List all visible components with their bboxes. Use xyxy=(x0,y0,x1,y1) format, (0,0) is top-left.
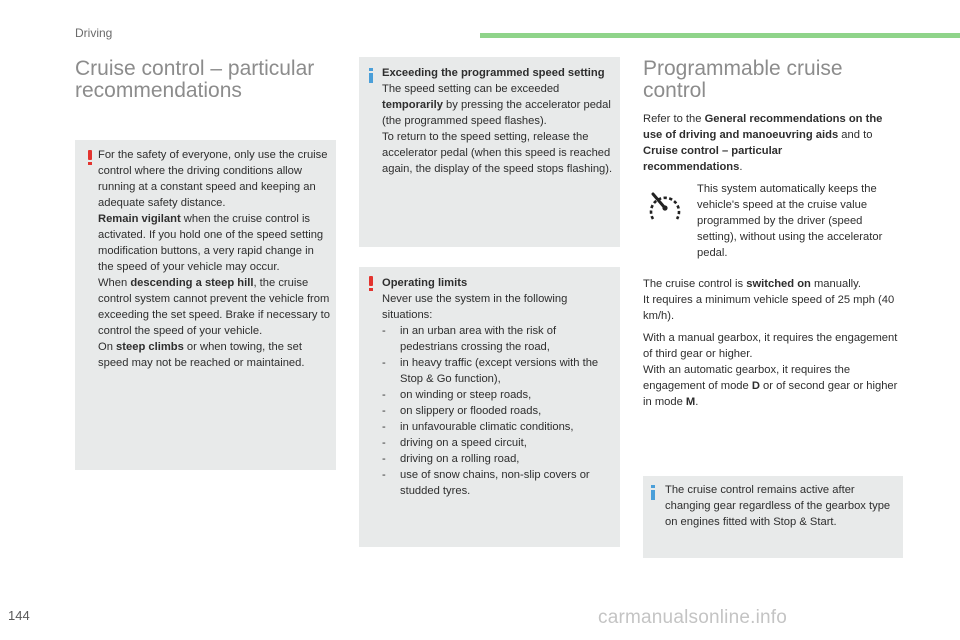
list-item: - use of snow chains, non-slip covers or studded tyres. xyxy=(382,467,614,499)
header-accent-bar xyxy=(480,33,960,38)
list-item: - on winding or steep roads, xyxy=(382,387,614,403)
limits-title: Operating limits xyxy=(382,277,468,289)
safety-warning-text xyxy=(98,147,332,371)
gearbox-paragraph: With a manual gearbox, it requires the engagement of third gear or higher. With an automatic gearbox, it requires the engagement of mode D or of second gear or higher in mode M. xyxy=(643,332,898,408)
cruise-recommendations-title xyxy=(75,58,314,102)
list-item: - in unfavourable climatic conditions, xyxy=(382,419,614,435)
section-header-label: Driving xyxy=(75,26,113,40)
programmable-cruise-title xyxy=(643,58,843,102)
warning-exclamation-icon xyxy=(88,150,92,165)
title-line-1: Programmable cruise xyxy=(643,57,843,80)
info-title: Exceeding the programmed speed setting xyxy=(382,67,605,79)
switch-on-paragraph: The cruise control is switched on manually. It requires a minimum vehicle speed of 25 mph (40 km/h). xyxy=(643,278,895,322)
title-line-1: Cruise control – particular xyxy=(75,57,315,80)
title-line-2: control xyxy=(643,79,707,102)
operating-limits-text xyxy=(382,275,614,499)
list-item: - in heavy traffic (except versions with the Stop & Go function), xyxy=(382,355,614,387)
warning-exclamation-icon xyxy=(369,276,373,291)
info-paragraph: The speed setting can be exceeded temporarily by pressing the accelerator pedal (the programmed speed flashes). xyxy=(382,83,611,127)
limits-intro: Never use the system in the following situations: xyxy=(382,293,568,321)
list-item: - driving on a rolling road, xyxy=(382,451,614,467)
refer-paragraph: Refer to the General recommendations on the use of driving and manoeuvring aids and to Cruise control – particular recommendations. xyxy=(643,113,883,173)
stop-start-info-text: The cruise control remains active after changing gear regardless of the gearbox type on engines fitted with Stop & Start. xyxy=(665,484,891,528)
watermark: carmanualsonline.info xyxy=(598,607,788,628)
list-item: - on slippery or flooded roads, xyxy=(382,403,614,419)
speed-exceeding-text xyxy=(382,65,614,177)
title-line-2: recommendations xyxy=(75,79,242,102)
list-item: - in an urban area with the risk of pedestrians crossing the road, xyxy=(382,323,614,355)
info-paragraph: To return to the speed setting, release the accelerator pedal (when this speed is reached again, the display of the speed stops flashing). xyxy=(382,131,613,175)
info-icon xyxy=(651,485,655,500)
info-icon xyxy=(369,68,373,83)
warning-paragraph: When descending a steep hill, the cruise control system cannot prevent the vehicle from exceeding the set speed. Brake if necessary to control the speed of your vehicle. xyxy=(98,277,330,337)
limits-list xyxy=(382,323,614,499)
cruise-control-gauge-icon xyxy=(645,188,685,226)
page-number: 144 xyxy=(8,608,30,623)
warning-paragraph: Remain vigilant when the cruise control is activated. If you hold one of the speed setting modification buttons, a very rapid change in the speed of your vehicle may occur. xyxy=(98,213,324,273)
list-item: - driving on a speed circuit, xyxy=(382,435,614,451)
warning-paragraph: On steep climbs or when towing, the set speed may not be reached or maintained. xyxy=(98,341,305,369)
warning-paragraph: For the safety of everyone, only use the cruise control where the driving conditions allow running at a constant speed and keeping an adequate safety distance. xyxy=(98,149,328,209)
system-description: This system automatically keeps the vehicle's speed at the cruise value programmed by the driver (speed setting), without using the accelerator pedal. xyxy=(697,183,883,259)
